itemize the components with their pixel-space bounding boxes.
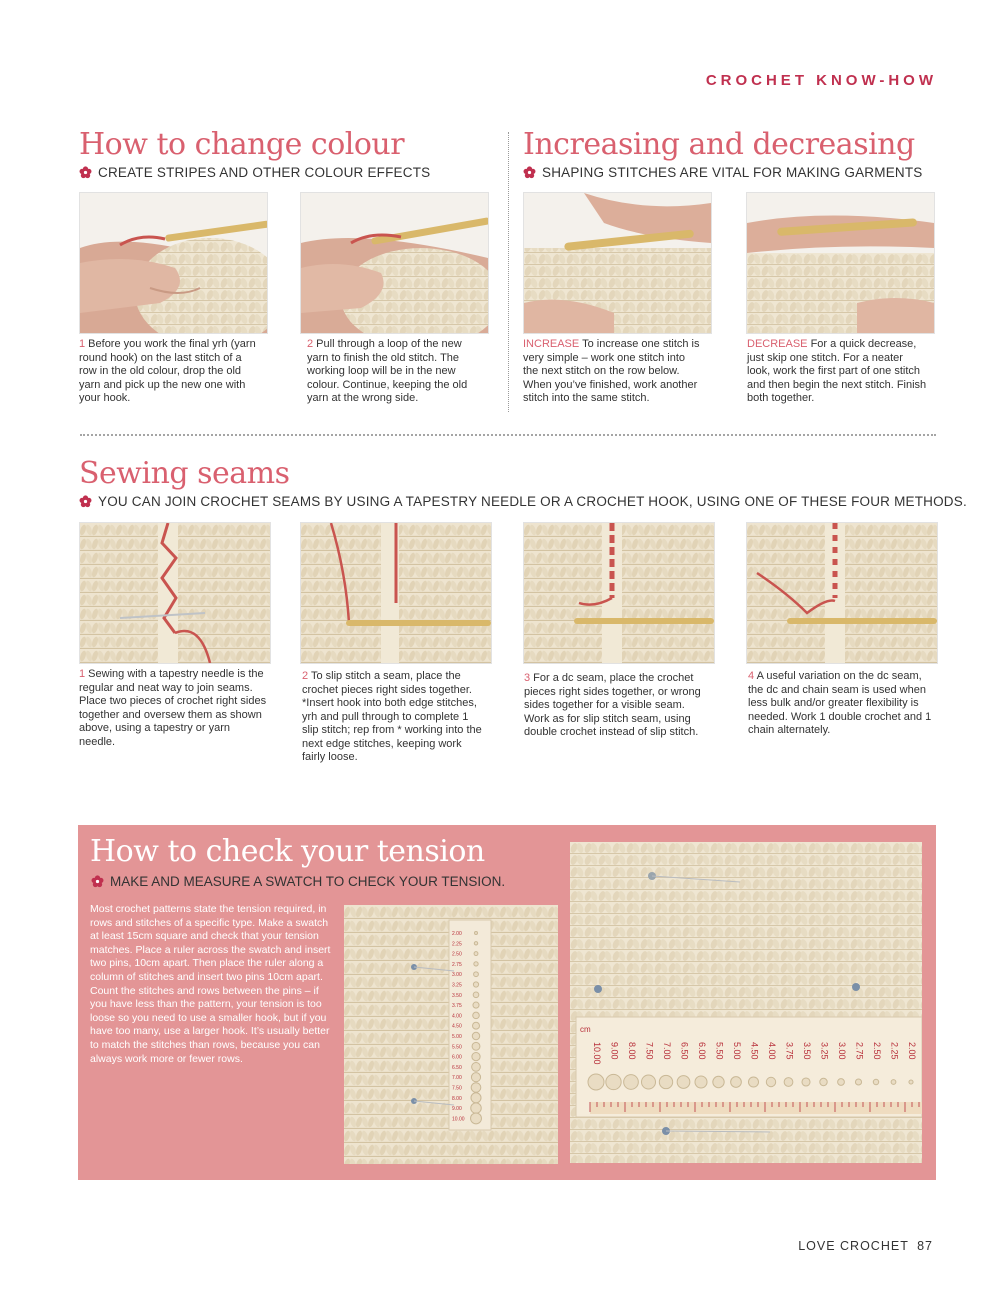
swatch-horizontal-ruler-photo xyxy=(570,842,922,1163)
increase-label: INCREASE xyxy=(523,338,580,350)
gauge-size-label: 2.75 xyxy=(854,1042,865,1060)
subtitle-text: YOU CAN JOIN CROCHET SEAMS BY USING A TAPESTRY NEEDLE OR A CROCHET HOOK, USING ONE OF THESE FOUR METHODS. xyxy=(98,494,967,509)
gauge-size-label: 2.50 xyxy=(872,1042,882,1060)
seams-subtitle xyxy=(79,495,967,509)
page-footer xyxy=(798,1239,933,1253)
gauge-size-label: 2.25 xyxy=(889,1042,900,1060)
decrease-label: DECREASE xyxy=(747,338,808,350)
gauge-hole xyxy=(838,1079,845,1086)
step-text: To slip stitch a seam, place the crochet pieces right sides together. *Insert hook into both edge stitches, yrh and pull through to complete 1 slip stitch; rep from * working into the next edge stitches, keeping work fairly loose. xyxy=(302,670,482,763)
gauge-size-label: 3.25 xyxy=(452,982,462,989)
step-number: 2 xyxy=(307,338,314,350)
gauge-hole xyxy=(802,1078,810,1086)
seam-step-1 xyxy=(79,668,269,749)
gauge-hole xyxy=(474,952,478,956)
gauge-hole xyxy=(748,1077,758,1087)
section-divider xyxy=(80,434,936,436)
gauge-size-label: 9.00 xyxy=(452,1106,462,1113)
gauge-hole xyxy=(659,1075,672,1088)
seams-title: Sewing seams xyxy=(79,456,290,491)
gauge-size-label: 8.00 xyxy=(452,1095,462,1102)
gauge-size-label: 5.00 xyxy=(452,1034,462,1040)
gauge-size-label: 3.75 xyxy=(452,1003,462,1010)
gauge-size-label: 6.50 xyxy=(679,1042,690,1060)
gauge-size-label: 2.00 xyxy=(452,931,462,937)
gauge-size-label: 7.00 xyxy=(452,1075,462,1082)
publication-name: LOVE CROCHET xyxy=(798,1239,909,1253)
gauge-size-label: 6.50 xyxy=(452,1064,462,1071)
gauge-hole xyxy=(472,1042,480,1050)
gauge-hole xyxy=(820,1078,827,1085)
gauge-size-label: 4.00 xyxy=(452,1013,462,1020)
gauge-hole xyxy=(472,1052,480,1060)
step-number: 2 xyxy=(302,670,309,682)
section-kicker: CROCHET KNOW-HOW xyxy=(705,72,937,89)
flower-bullet-icon xyxy=(91,875,104,888)
gauge-size-label: 8.00 xyxy=(627,1042,637,1060)
step-number: 1 xyxy=(79,338,86,350)
flower-bullet-icon xyxy=(523,166,536,179)
gauge-size-label: 4.00 xyxy=(767,1042,777,1060)
change-colour-step-1 xyxy=(79,338,259,406)
increase-caption xyxy=(523,338,703,406)
seam-photo-1 xyxy=(79,522,271,664)
gauge-size-label: 5.50 xyxy=(714,1042,725,1060)
gauge-size-label: 10.00 xyxy=(452,1116,465,1123)
tension-body: Most crochet patterns state the tension required, in rows and stitches of a specific type. Make a swatch at least 15cm square and check that your tension matches. Place a ruler across the swatch and insert two pins, 10cm apart. Then place the ruler along a column of stitches and insert two pins 10cm apart. Count the stitches and rows between the pins – if you have less than the pattern, your tension is too loose so you need to use a smaller hook, but if you have too many, use a larger hook. It’s usually better to match the stitches than rows, because you can always work more or fewer rows. xyxy=(90,903,331,1065)
gauge-size-label: 2.00 xyxy=(907,1042,917,1060)
gauge-hole xyxy=(471,1083,481,1093)
change-colour-subtitle xyxy=(79,166,430,180)
column-divider xyxy=(508,132,509,412)
seam-photo-4 xyxy=(746,522,938,664)
gauge-size-label: 4.50 xyxy=(749,1042,760,1060)
gauge-hole xyxy=(784,1078,793,1087)
gauge-hole xyxy=(473,1022,480,1029)
gauge-size-label: 7.50 xyxy=(452,1085,462,1092)
gauge-size-label: 3.00 xyxy=(452,972,462,979)
subtitle-text: MAKE AND MEASURE A SWATCH TO CHECK YOUR TENSION. xyxy=(110,874,506,889)
step-number: 4 xyxy=(748,670,755,682)
gauge-size-label: 6.00 xyxy=(697,1042,707,1060)
gauge-size-label: 4.50 xyxy=(452,1023,462,1030)
gauge-size-label: 2.25 xyxy=(452,941,462,948)
gauge-hole xyxy=(471,1113,482,1124)
gauge-size-label: 7.50 xyxy=(644,1042,655,1060)
gauge-size-label: 3.00 xyxy=(837,1042,847,1060)
gauge-size-label: 3.50 xyxy=(802,1042,812,1060)
gauge-size-label: 2.75 xyxy=(452,961,462,968)
step-text: For a dc seam, place the crochet pieces right sides together, or wrong sides together for a visible seam. Work as for slip stitch seam, using double crochet instead of slip stitch. xyxy=(524,672,701,738)
tension-subtitle xyxy=(91,874,505,889)
gauge-size-label: 7.00 xyxy=(662,1042,672,1060)
change-colour-photo-1 xyxy=(79,192,268,334)
gauge-size-label: 2.50 xyxy=(452,951,462,958)
step-text: Pull through a loop of the new yarn to finish the old stitch. The working loop will be in the new colour. Continue, keeping the old yarn at the wrong side. xyxy=(307,338,468,404)
gauge-hole xyxy=(624,1075,639,1090)
gauge-hole xyxy=(677,1076,690,1089)
change-colour-title: How to change colour xyxy=(79,127,405,162)
step-number: 1 xyxy=(79,668,86,680)
step-text: Sewing with a tapestry needle is the regular and neat way to join seams. Place two pieces of crochet right sides together and oversew them as shown above, using a tapestry or yarn needle. xyxy=(79,668,267,748)
gauge-hole xyxy=(473,1002,479,1008)
gauge-hole xyxy=(471,1073,480,1082)
gauge-size-label: 3.75 xyxy=(784,1042,795,1060)
swatch-vertical-gauge-photo xyxy=(344,905,558,1164)
step-text: For a quick decrease, just skip one stitch. For a neater look, work the first part of one stitch and then begin the next stitch. Finish both together. xyxy=(747,338,927,404)
increasing-title: Increasing and decreasing xyxy=(523,127,915,162)
step-text: A useful variation on the dc seam, the dc and chain seam is used when less bulk and/or greater flexibility is needed. Work 1 double crochet and 1 chain alternately. xyxy=(748,670,932,736)
gauge-size-label: 10.00 xyxy=(592,1042,602,1065)
gauge-hole xyxy=(606,1074,621,1089)
gauge-hole xyxy=(473,992,479,998)
flower-bullet-icon xyxy=(79,495,92,508)
decrease-caption xyxy=(747,338,927,406)
gauge-size-label: 9.00 xyxy=(609,1042,620,1060)
tension-title: How to check your tension xyxy=(90,834,485,869)
gauge-size-label: 5.00 xyxy=(732,1042,742,1060)
gauge-hole xyxy=(472,1032,479,1039)
seam-step-3 xyxy=(524,672,709,740)
gauge-hole xyxy=(471,1093,481,1103)
gauge-size-label: 3.50 xyxy=(452,992,462,999)
ruler-unit-label: cm xyxy=(580,1025,591,1034)
decrease-photo xyxy=(746,192,935,334)
seam-step-2 xyxy=(302,670,487,765)
gauge-hole xyxy=(855,1079,861,1085)
gauge-hole xyxy=(475,932,478,935)
gauge-hole xyxy=(641,1075,655,1089)
gauge-hole xyxy=(909,1080,913,1084)
gauge-hole xyxy=(474,962,478,966)
seam-step-4 xyxy=(748,670,933,738)
gauge-hole xyxy=(474,942,477,945)
gauge-hole xyxy=(695,1076,707,1088)
seam-photo-2 xyxy=(300,522,492,664)
seam-photo-3 xyxy=(523,522,715,664)
gauge-hole xyxy=(891,1080,896,1085)
gauge-hole xyxy=(588,1074,604,1090)
gauge-hole xyxy=(474,972,479,977)
gauge-hole xyxy=(766,1077,775,1086)
gauge-size-label: 6.00 xyxy=(452,1054,462,1061)
change-colour-photo-2 xyxy=(300,192,489,334)
change-colour-step-2 xyxy=(307,338,482,406)
gauge-size-label: 5.50 xyxy=(452,1044,462,1051)
step-text: Before you work the final yrh (yarn round hook) on the last stitch of a row in the old colour, drop the old yarn and pick up the new one with your hook. xyxy=(79,338,256,404)
gauge-hole xyxy=(713,1076,724,1087)
gauge-hole xyxy=(471,1103,481,1113)
gauge-hole xyxy=(473,982,478,987)
gauge-hole xyxy=(473,1012,480,1019)
step-text: To increase one stitch is very simple – work one stitch into the next stitch on the row below. When you’ve finished, work another stitch into the same stitch. xyxy=(523,338,700,404)
gauge-hole xyxy=(472,1063,481,1072)
subtitle-text: CREATE STRIPES AND OTHER COLOUR EFFECTS xyxy=(98,165,431,180)
page-number: 87 xyxy=(917,1239,933,1253)
increase-photo xyxy=(523,192,712,334)
step-number: 3 xyxy=(524,672,531,684)
gauge-hole xyxy=(873,1079,878,1084)
flower-bullet-icon xyxy=(79,166,92,179)
gauge-hole xyxy=(731,1077,742,1088)
increasing-subtitle xyxy=(523,166,923,180)
gauge-size-label: 3.25 xyxy=(819,1042,830,1060)
subtitle-text: SHAPING STITCHES ARE VITAL FOR MAKING GARMENTS xyxy=(542,165,923,180)
